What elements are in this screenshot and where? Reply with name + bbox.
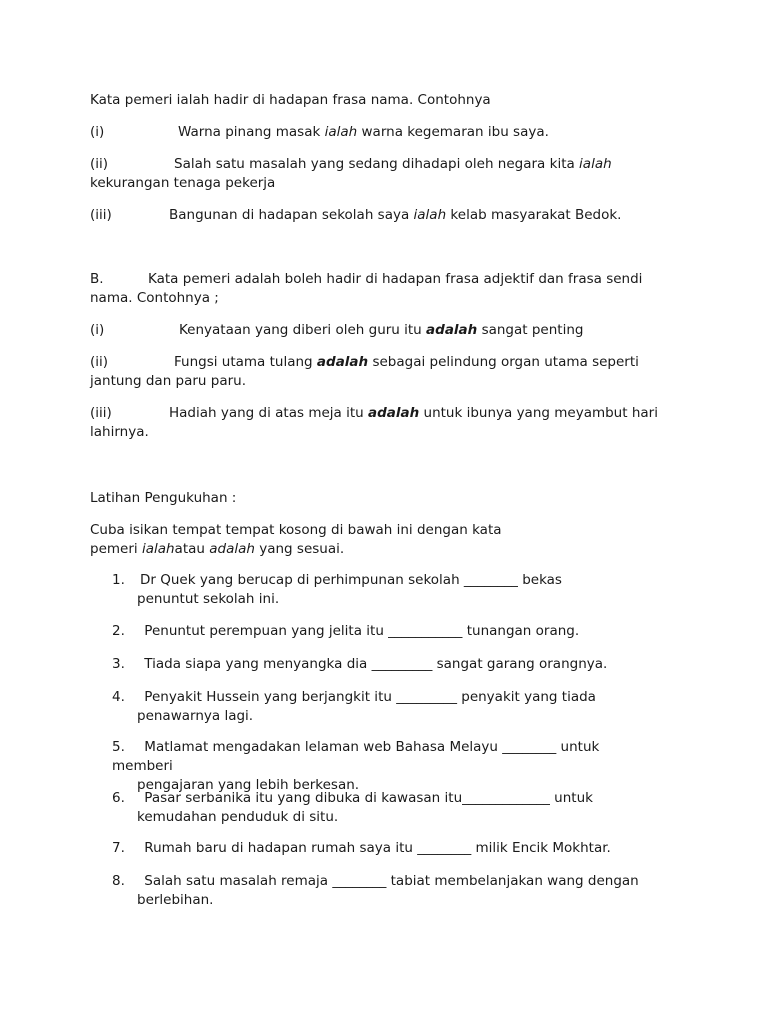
example-number: (ii) (90, 156, 109, 172)
section-label: B. (90, 271, 104, 287)
keyword: adalah (209, 541, 255, 557)
example-a-1: (i) Warna pinang masak ialah warna kegemaran ibu saya. (90, 124, 549, 140)
keyword: ialah (141, 541, 175, 557)
example-number: (i) (90, 322, 105, 338)
exercise-item-5: 5. Matlamat mengadakan lelaman web Bahasa Melayu ________ untuk memberi pengajaran yang lebih berkesan. (112, 739, 600, 793)
example-number: (iii) (90, 405, 112, 421)
example-b-2: (ii) Fungsi utama tulang adalah sebagai pelindung organ utama seperti jantung dan paru paru. (90, 354, 639, 389)
section-b-intro: B. Kata pemeri adalah boleh hadir di hadapan frasa adjektif dan frasa sendi nama. Contohnya ; (90, 271, 643, 306)
example-number: (iii) (90, 207, 112, 223)
exercise-item-3: 3. Tiada siapa yang menyangka dia _________ sangat garang orangnya. (112, 656, 608, 672)
item-number: 8. (112, 873, 125, 889)
example-b-3: (iii) Hadiah yang di atas meja itu adalah untuk ibunya yang meyambut hari lahirnya. (90, 405, 658, 440)
item-number: 2. (112, 623, 125, 639)
keyword: ialah (324, 124, 358, 140)
exercise-item-1: 1. Dr Quek yang berucap di perhimpunan sekolah ________ bekas penuntut sekolah ini. (112, 572, 562, 607)
item-number: 7. (112, 840, 125, 856)
item-number: 6. (112, 790, 125, 806)
latihan-title: Latihan Pengukuhan : (90, 490, 237, 506)
example-number: (ii) (90, 354, 109, 370)
item-number: 1. (112, 572, 125, 588)
keyword: adalah (316, 354, 369, 370)
section-a-intro: Kata pemeri ialah hadir di hadapan frasa nama. Contohnya (90, 92, 491, 108)
exercise-item-4: 4. Penyakit Hussein yang berjangkit itu _________ penyakit yang tiada penawarnya lagi. (112, 689, 596, 724)
exercise-item-2: 2. Penuntut perempuan yang jelita itu ___________ tunangan orang. (112, 623, 580, 639)
item-number: 3. (112, 656, 125, 672)
keyword: adalah (426, 322, 478, 338)
keyword: ialah (579, 156, 612, 172)
latihan-instructions: Cuba isikan tempat tempat kosong di bawah ini dengan kata pemeri ialahatau adalah yang sesuai. (90, 522, 502, 557)
example-a-2: (ii) Salah satu masalah yang sedang dihadapi oleh negara kita ialah kekurangan tenaga pekerja (90, 156, 612, 191)
exercise-item-6: 6. Pasar serbanika itu yang dibuka di kawasan itu_____________ untuk kemudahan penduduk di situ. (112, 790, 593, 825)
keyword: adalah (367, 405, 420, 421)
item-number: 5. (112, 739, 125, 755)
example-b-1: (i) Kenyataan yang diberi oleh guru itu adalah sangat penting (90, 322, 584, 338)
item-number: 4. (112, 689, 125, 705)
example-a-3: (iii) Bangunan di hadapan sekolah saya ialah kelab masyarakat Bedok. (90, 207, 622, 223)
keyword: ialah (413, 207, 447, 223)
exercise-item-8: 8. Salah satu masalah remaja ________ tabiat membelanjakan wang dengan berlebihan. (112, 873, 639, 908)
example-number: (i) (90, 124, 105, 140)
exercise-item-7: 7. Rumah baru di hadapan rumah saya itu ________ milik Encik Mokhtar. (112, 840, 611, 856)
